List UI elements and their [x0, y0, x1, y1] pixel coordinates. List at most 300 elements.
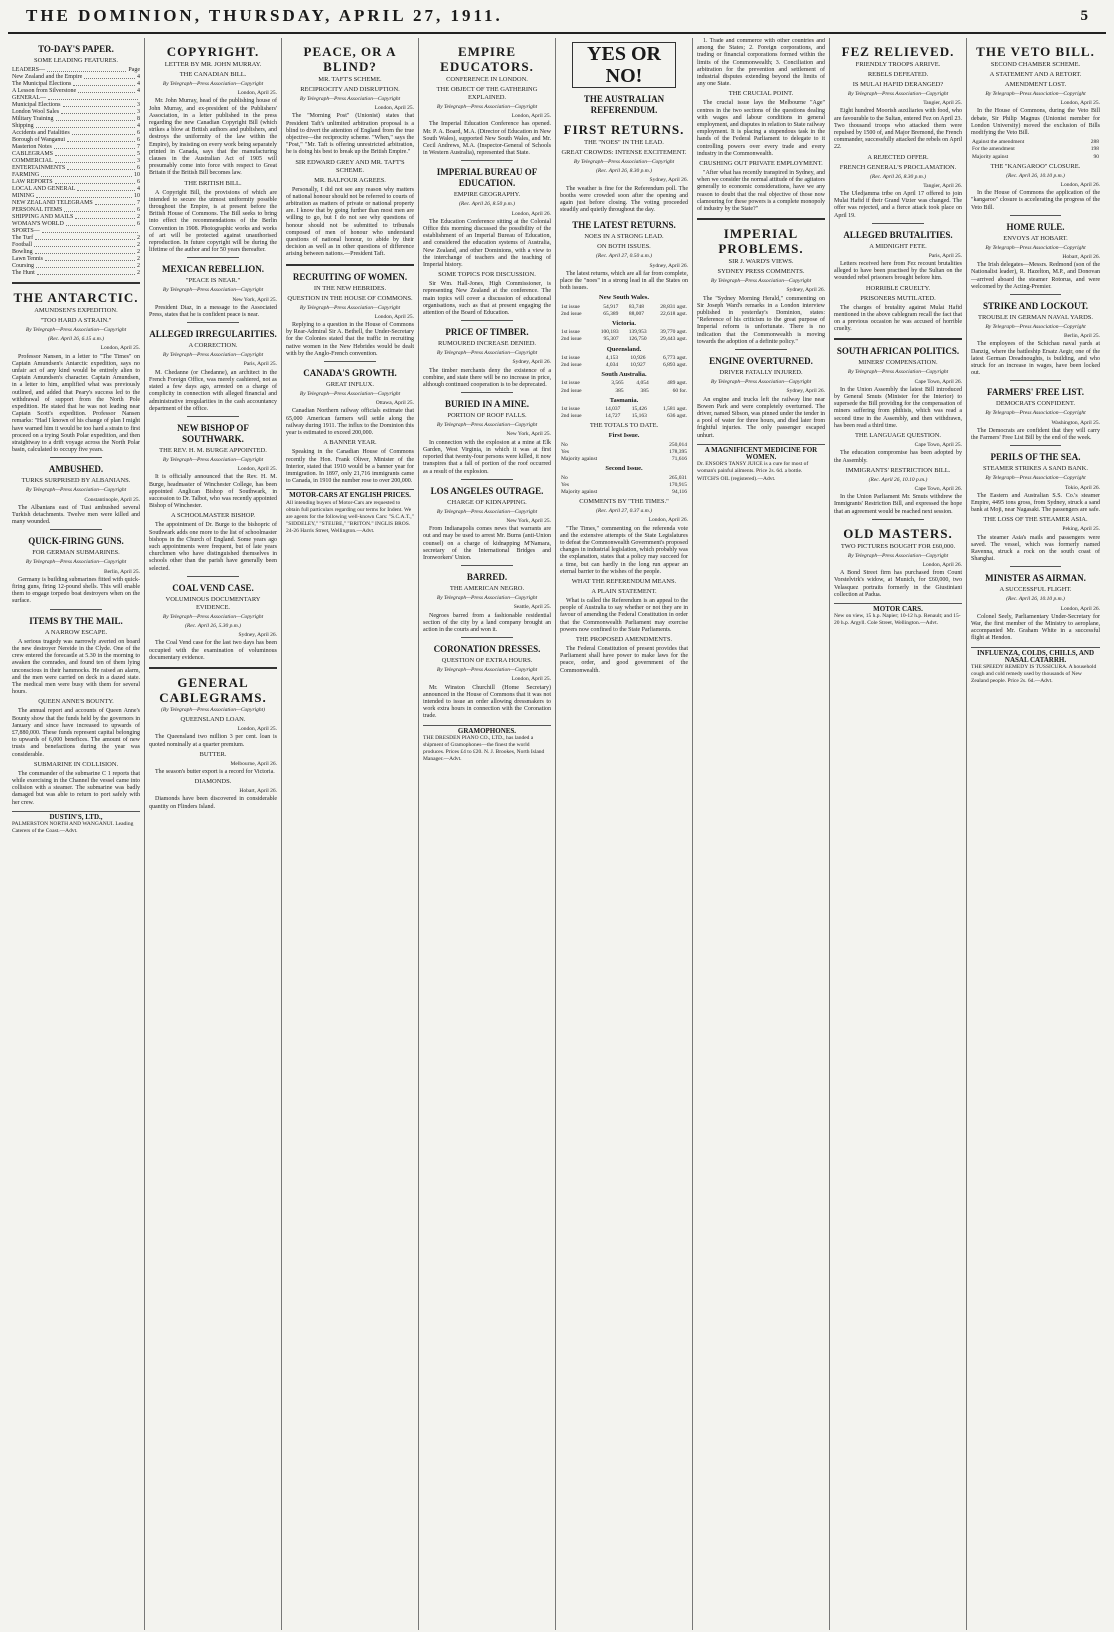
byline: By Telegraph—Press Association—Copyright [436, 667, 538, 674]
received-note: (Rec. April 26, 10.10 p.m.) [868, 476, 928, 483]
row-value: 265,031 [669, 474, 687, 481]
table-row [560, 355, 688, 362]
subheadline: MR. BALFOUR AGREES. [314, 176, 386, 184]
return-cell: 65,389 [603, 310, 619, 317]
contents-label: Accidents and Fatalities [12, 130, 70, 136]
dateline: Paris, April 25. [928, 252, 962, 259]
headline: COAL VEND CASE. [172, 582, 254, 593]
table-row [560, 406, 688, 413]
row-value: 71,616 [671, 456, 687, 463]
byline: By Telegraph—Press Association—Copyright [25, 559, 127, 566]
byline: By Telegraph—Press Association—Copyright [162, 81, 264, 87]
table-row [971, 154, 1100, 161]
contents-page: 6 [137, 221, 140, 227]
article-text: The charges of brutality against Mulai Hafid mentioned in the above cablegram recall the fact that on a previous occasion he was accused of horrible cruelty. [834, 304, 962, 333]
subheadline: LETTER BY MR. JOHN MURRAY. [164, 61, 262, 68]
article-text: The Queensland two million 3 per cent. loan is quoted nominally at a quarter premium. [149, 734, 277, 748]
dateline: London, April 25. [511, 676, 551, 683]
article-text: The annual report and accounts of Queen Anne's Bounty show that the funds held by the governors in January and since have increased to upwards of £7,880,000. These funds represent capital belonging to upwards of 6,000 benefices. The amount of new trusts and benefactions during the year was considerable. [12, 708, 140, 758]
article-text: A Copyright Bill, the provisions of which are intended to secure the utmost uniformity possible throughout the Empire, is at present before the British House of Commons. The Bill seeks to bring into effect the recommendations of the Berlin Convention in 1908. Photographic works and works of art will be protected against unauthorised reproduction. In future copyright will be during the lifetime of the author and for 50 years thereafter. [149, 189, 277, 254]
row-label: For the amendment [972, 146, 1015, 153]
contents-item [12, 256, 140, 263]
table-row [560, 304, 688, 311]
contents-label: PERSONAL ITEMS [12, 207, 63, 213]
subheadline: VOLUMINOUS DOCUMENTARY EVIDENCE. [165, 595, 261, 611]
row-value: 170,915 [669, 481, 687, 488]
contents-label: Lawn Tennis [12, 256, 43, 262]
article-text: Replying to a question in the House of Commons by Rear-Admiral Sir A. Bethell, the Under-Secretary for the Colonies stated that the traffic in recruiting native women in the New Hebrides would be dealt with by the Anglo-French convention. [286, 322, 414, 357]
row-label: Majority against [972, 153, 1009, 160]
article-text: 1. Trade and commerce with other countries and among the States; 2. Foreign corporations, and trading or financial corporations formed within the limits of the Commonwealth; 3. Conciliation and arbitration for the prevention and settlement of industrial disputes extending beyond the limits of any one State. [697, 38, 825, 88]
headline: PERILS OF THE SEA. [990, 452, 1081, 463]
received-note: (Rec. April 27, 0.37 a.m.) [596, 508, 652, 515]
contents-page: 3 [137, 102, 140, 108]
article-text: Negroes barred from a fashionable residential section of the city by a land company brought an action in the courts and won it. [423, 612, 551, 633]
columns [8, 38, 1106, 1630]
subheadline: QUESTION IN THE HOUSE OF COMMONS. [287, 294, 413, 302]
table-row [560, 329, 688, 336]
dateline: Berlin, April 25. [1063, 333, 1100, 340]
article-text: The education compromise has been adopted by the Assembly. [834, 450, 962, 464]
row-label: No [561, 441, 568, 448]
return-cell: 10,926 [630, 354, 646, 361]
totals-second-issue [560, 475, 688, 497]
masthead-title: THE DOMINION, THURSDAY, APRIL 27, 1911. [26, 6, 503, 25]
headline: CORONATION DRESSES. [433, 644, 541, 655]
received-note: (Rec. April 26, 8.30 p.m.) [870, 173, 926, 180]
contents-page: 6 [137, 130, 140, 136]
subheadline: TURKS SURPRISED BY ALBANIANS. [21, 477, 131, 485]
return-cell: 88,007 [628, 310, 644, 317]
row-value: 178,395 [669, 448, 687, 455]
return-cell: 2nd issue [561, 310, 582, 317]
ad-heading: A MAGNIFICENT MEDICINE FOR WOMEN. [704, 445, 818, 461]
dateline: Cape Town, April 26. [914, 378, 962, 385]
banner-headline: YES OR NO! [572, 42, 676, 88]
subheadline: SECOND CHAMBER SCHEME. [990, 61, 1081, 68]
subheadline: THE LOSS OF THE STEAMER ASIA. [983, 516, 1088, 524]
contents-page: 2 [137, 242, 140, 248]
contents-page: 8 [137, 116, 140, 122]
contents-page: 2 [137, 263, 140, 269]
headline: GENERAL CABLEGRAMS. [159, 674, 267, 705]
subheadline: DRIVER FATALLY INJURED. [719, 369, 803, 377]
contents-page: 2 [137, 270, 140, 276]
contents-page: 5 [137, 151, 140, 157]
advertisement [286, 489, 414, 535]
dateline: Washington, April 25. [1051, 419, 1100, 426]
totals-heading: THE TOTALS TO DATE. [589, 422, 659, 430]
article-text: In the Union Parliament Mr. Smuts withdrew the Immigrants' Restriction Bill, and expressed the hope that an agreement would be reached next session. [834, 494, 962, 515]
byline: By Telegraph—Press Association—Copyright [847, 552, 949, 559]
received-note: (Rec. April 27, 0.50 a.m.) [596, 253, 652, 260]
byline: By Telegraph—Press Association—Copyright [162, 352, 264, 359]
row-label: Majority against [561, 456, 598, 463]
subheadline: CHARGE OF KIDNAPPING. [447, 498, 527, 506]
subheadline: CONFERENCE IN LONDON. [446, 76, 528, 83]
contents-label: London Wool Sales [12, 109, 60, 115]
return-cell: 22,618 agst. [660, 310, 687, 317]
received-note: (Rec. April 26, 8.30 p.m.) [596, 168, 652, 175]
article-text: The Imperial Education Conference has opened. Mr. P. A. Board, M.A. (Director of Education in New South Wales), supported New South Wales, and Mr. Cecil Andrews, M.A. (Inspector-General of Schools in Western Australia), represented that State. [423, 121, 551, 157]
subheadline: SIR J. WARD'S VIEWS. [728, 258, 794, 266]
contents-page: 2 [137, 214, 140, 220]
row-value: 90 [1093, 153, 1099, 160]
dateline: Sydney, April 26. [649, 262, 688, 269]
subheadline: IN THE NEW HEBRIDES. [313, 284, 387, 292]
article-text: "The Times," commenting on the referenda vote and the extensive attempts of the State Legislatures to defeat the Commonwealth Government's proposed changes in industrial legislation, which probably was the explanation, states that a policy may succeed for a time, but can hardly in the long run appear an eternal barrier to the wishes of the people. [560, 525, 688, 575]
table-row [560, 442, 688, 449]
article-text: The weather is fine for the Referendum poll. The booths were crowded soon after the opening and again just before closing. The voting proceeded steadily and quietly throughout the day. [560, 185, 688, 214]
dateline: Constantinople, April 25. [84, 496, 140, 503]
ad-heading: INFLUENZA, COLDS, CHILLS, AND NASAL CATARRH. [976, 648, 1095, 664]
subheadline: COMMENTS BY "THE TIMES." [579, 498, 669, 506]
contents-item [12, 158, 140, 165]
row-value: 198 [1090, 146, 1099, 153]
subheadline: SIR EDWARD GREY AND MR. TAFT'S SCHEME. [295, 158, 405, 174]
table-row [971, 146, 1100, 153]
row-label: Yes [561, 448, 570, 455]
contents-item [12, 200, 140, 207]
contents-page: 6 [137, 137, 140, 143]
article-text: It is officially announced that the Rev. H. M. Burge, headmaster of Winchester College, has been appointed Anglican Bishop of Southwark, in succession to Dr. Talbot, who was recently appointed Bishop of Winchester. [149, 474, 277, 510]
contents-page: 4 [137, 88, 140, 94]
byline: By Telegraph—Press Association—Copyright [162, 287, 264, 294]
headline: IMPERIAL PROBLEMS. [718, 226, 804, 257]
return-cell: 385 [615, 387, 624, 394]
byline: By Telegraph—Press Association—Copyright [985, 244, 1086, 251]
contents-page: 3 [137, 158, 140, 164]
subheadline: DIAMONDS. [194, 778, 232, 786]
contents-item [12, 214, 140, 221]
dateline: Tangier, April 26. [923, 182, 962, 189]
subheadline: QUEENSLAND LOAN. [180, 716, 246, 724]
article-text: The employees of the Schichau naval yards at Danzig, where the battleship Ersatz Aegir, one of the latest German Dreadnoughts, is building, and who struck for an increase in wages, have been locked out. [971, 341, 1100, 377]
contents-item [12, 95, 140, 102]
contents-page: 10 [134, 172, 140, 178]
subheadline: A MIDNIGHT FETE. [869, 242, 927, 250]
issue-heading: First Issue. [608, 432, 640, 440]
contents-item [12, 221, 140, 228]
byline: By Telegraph—Press Association—Copyright [710, 278, 812, 285]
contents-item [12, 270, 140, 277]
article-text: From Indianapolis comes news that warrants are out and may be used to arrest Mr. Burns (anti-Union counsel) on a charge of kidnapping M'Namara, secretary of the International Bridges and Ironworkers' Union. [423, 526, 551, 561]
headline: HOME RULE. [1006, 221, 1065, 232]
article-text: The Irish delegates—Messrs. Redmond (son of the Nationalist leader), R. Hazelton, M.P., and Donovan—arrived aboard the steamer Rotorua, and were welcomed by the Acting-Premier. [971, 262, 1100, 290]
headline: NEW BISHOP OF SOUTHWARK. [177, 422, 249, 444]
article-text: Professor Nansen, in a letter to "The Times" on Captain Amundsen's Antarctic expedition, says no unfair act of any kind would be entirely alien to Captain Amundsen's character. Captain Amundsen, in a letter to him, amplified what was previously outlined, and added that Peary's success led to the withdrawal of support from the North Pole expedition. He stated that he was not leading near Captain Scott's expedition. Professor Nansen remarks: "Had I known of his change of plan I might have warned him it would be too hard a strain to first proceed on a trying South Polar expedition, and then straightway to a drift voyage across the North Polar basin, calculated to occupy five years. [12, 353, 140, 454]
contents-page: 4 [137, 81, 140, 87]
headline: ALLEGED BRUTALITIES. [843, 229, 953, 240]
contents-label: ENTERTAINMENTS [12, 165, 66, 171]
headline: MEXICAN REBELLION. [161, 264, 264, 275]
headline: PEACE, OR A BLIND? [303, 44, 397, 74]
subheadline: QUESTION OF EXTRA HOURS. [441, 657, 533, 665]
contents-item [12, 242, 140, 249]
byline: By Telegraph—Press Association—Copyright [299, 96, 401, 102]
article-text: Eight hundred Moorish auxiliaries with food, who are favourable to the Sultan, entered Fez on April 23. Two thousand troops who attacked them were repulsed by 1500 of, and Major Bremond, the French commander, successfully attacked the rebels on April 22. [834, 108, 962, 151]
headline: ENGINE OVERTURNED. [709, 356, 813, 367]
return-cell: 4,034 [605, 362, 619, 369]
advertisement [423, 725, 551, 764]
ad-text: All intending buyers of Motor-Cars are requested to obtain full particulars regarding our terms for Indent. We are agents for the following well-known Cars: "S.C.A.T.," "SIDDELEY," "STEUBE," "BRITON." INGLIS BROS. 24-26 Harris Street, Wellington.—Advt. [286, 499, 414, 535]
row-label: Yes [561, 481, 570, 488]
todays-paper-sub: SOME LEADING FEATURES. [34, 57, 118, 64]
subheadline: RECIPROCITY AND DISRUPTION. [300, 86, 400, 93]
contents-item [12, 186, 140, 193]
headline: IMPERIAL BUREAU OF EDUCATION. [436, 167, 538, 189]
ad-text: New on view, 15 h.p. Napier; 10-12 h.p. Renault; and 15-20 h.p. Argyll. Cole Street, Wellington.—Advt. [834, 613, 961, 627]
subheadline: IS MULAI HAFID DERANGED? [852, 81, 944, 88]
row-label: Majority against [561, 488, 598, 495]
headline: STRIKE AND LOCKOUT. [982, 301, 1089, 312]
subheadline: AMUNDSEN'S EXPEDITION. [34, 307, 118, 314]
contents-label: Football [12, 242, 33, 248]
subheadline: THE PROPOSED AMENDMENTS. [575, 635, 673, 643]
subheadline: GREAT INFLUX. [326, 381, 374, 389]
contents-item [12, 235, 140, 242]
contents-page: 6 [137, 179, 140, 185]
subheadline: A SCHOOLMASTER BISHOP. [171, 512, 255, 520]
article-text: Canadian Northern railway officials estimate that 65,000 American farmers will settle along the railway during 1911. The influx to the Dominion this year is estimated to exceed 200,000. [286, 408, 414, 437]
byline: By Telegraph—Press Association—Copyright [436, 350, 538, 357]
article-text: In the House of Commons the application of the "kangaroo" closure is accelerating the progress of the Veto Bill. [971, 190, 1100, 211]
byline: By Telegraph—Press Association—Copyright [985, 324, 1086, 331]
headline: CANADA'S GROWTH. [303, 368, 397, 379]
contents-item [12, 109, 140, 116]
dateline: London, April 25. [374, 105, 414, 112]
byline: By Telegraph—Press Association—Copyright [299, 391, 401, 398]
subheadline: A PLAIN STATEMENT. [591, 587, 657, 595]
dateline: London, April 26. [1060, 605, 1100, 612]
received-note: (Rec. April 26, 10.10 p.m.) [1006, 172, 1065, 179]
headline: ITEMS BY THE MAIL. [29, 615, 123, 626]
dateline: Tokio, April 26. [1064, 484, 1100, 491]
article-text: An engine and trucks left the railway line near Bowen Park and were completely overturned. The driver, named Sibson, was pinned under the tender in a pool of water for three hours, and died later from frightful injuries. The only passenger escaped unhurt. [697, 396, 825, 439]
byline: By Telegraph—Press Association—Copyright [985, 91, 1086, 97]
ad-text: THE DRESDEN PIANO CO., LTD., has landed a shipment of Gramophones—the finest the world produces. Prices £4 to £20. N. J. Brookes, North Island Manager.—Advt. [423, 734, 545, 763]
subheadline: FRENCH GENERAL'S PROCLAMATION. [839, 163, 957, 171]
state-heading: Tasmania. [609, 396, 639, 404]
contents-item [12, 263, 140, 270]
column-5 [556, 38, 693, 1630]
headline: THE ANTARCTIC. [13, 290, 139, 305]
subheadline: FRIENDLY TROOPS ARRIVE. [855, 61, 941, 68]
received-note: (Rec. April 26, 10.10 p.m.) [1006, 596, 1065, 603]
contents-label: The Hunt [12, 270, 35, 276]
ad-heading: DUSTIN'S, LTD., [49, 812, 103, 821]
article-text: The timber merchants deny the existence of a combine, and state there will be no increase in price, although continued cooperation is to be deprecated. [423, 367, 551, 389]
byline: By Telegraph—Press Association—Copyright [573, 159, 675, 165]
return-cell: 6,893 agst. [663, 362, 687, 369]
contents-label: Military Training [12, 116, 54, 122]
subheadline: STEAMER STRIKES A SAND BANK. [983, 465, 1088, 473]
byline: By Telegraph—Press Association—Copyright [162, 456, 264, 463]
return-cell: 15,163 [631, 413, 647, 420]
table-row [560, 456, 688, 463]
row-value: 94,116 [672, 488, 687, 495]
dateline: Cape Town, April 25. [914, 442, 962, 449]
article-text: Letters received here from Fez recount brutalities alleged to have been practised by the Sultan on the wounded rebel prisoners brought before him. [834, 261, 962, 282]
return-cell: 1st issue [561, 406, 580, 413]
dateline: Paris, April 25. [243, 361, 277, 368]
contents-label: NEW ZEALAND TELEGRAMS [12, 200, 93, 206]
subheadline: FOR GERMAN SUBMARINES. [32, 549, 120, 557]
article-text: The Education Conference sitting at the Colonial Office this morning discussed the possibility of the establishment of an Imperial Bureau of Education, and considered the education systems of Australia, New Zealand, and other Dominions, with a view to the interchange of teachers and the teaching of Imperial history. [423, 218, 551, 269]
dateline: Seattle, April 25. [513, 604, 551, 611]
return-cell: 2nd issue [561, 336, 582, 343]
article-text: The "Sydney Morning Herald," commenting on Sir Joseph Ward's remarks in a London interview published in yesterday's Dominion, states: "Reference of his criticism to the great purpose of Imperial reform is unfortunate. There is no indication that the Commonwealth is moving towards the adoption of a definite policy." [697, 295, 825, 345]
article-text: Mr. John Murray, head of the publishing house of John Murray, and ex-president of the Publishers' Association, in a letter published in the press regarding the new Canadian Copyright Bill (which strikes a blow at British authors and publishers, and destroys the uniformity of the law within the Empire), by insisting on every work being separately printed in Canada, says that the manufacturing clauses in the Australian Act of 1905 will presumably come into force with respect to Great Britain if the British Bill becomes law. [149, 98, 277, 177]
return-cell: 385 [640, 387, 649, 394]
headline: PRICE OF TIMBER. [445, 327, 529, 338]
subheadline: A SUCCESSFUL FLIGHT. [999, 586, 1072, 594]
contents-item [12, 207, 140, 214]
return-cell: 2nd issue [561, 362, 582, 369]
row-value: 288 [1090, 139, 1099, 146]
issue-heading: Second Issue. [605, 465, 643, 473]
contents-item [12, 193, 140, 200]
article-text: A Bond Street firm has purchased from Count Vorstelvirk's widow, at Munich, for £60,000, two Velasquez portraits formerly in the Giustiniani collection at Padua. [834, 570, 962, 598]
dateline: London, April 26. [1060, 182, 1100, 189]
subheadline: THE CRUCIAL POINT. [728, 90, 794, 98]
subheadline: THE OBJECT OF THE GATHERING EXPLAINED. [436, 86, 538, 101]
return-cell: 28,831 agst. [660, 303, 687, 310]
dateline: Cape Town, April 26. [914, 485, 962, 492]
contents-item [12, 116, 140, 123]
contents-item [12, 88, 140, 95]
table-row [560, 311, 688, 318]
byline: By Telegraph—Press Association—Copyright [985, 410, 1086, 417]
dateline: Sydney, April 26. [512, 359, 551, 366]
return-cell: 14,727 [605, 413, 621, 420]
return-cell: 1st issue [561, 329, 580, 336]
article-text: Speaking in the Canadian House of Commons recently the Hon. Frank Oliver, Minister of the Interior, stated that 1910 would be a banner year for immigration. In 1897, only 21,716 immigrants came to Canada, in 1910 the number rose to over 200,000. [286, 449, 414, 485]
contents-list [12, 67, 140, 277]
byline: By Telegraph—Press Association—Copyright [436, 422, 538, 429]
contents-page: 2 [137, 235, 140, 241]
article-text: In the House of Commons, during the Veto Bill debate, Sir Philip Magnus (Unionist member for London University) moved the exclusion of Bills modifying the Veto Bill. [971, 108, 1100, 137]
headline: ALLEGED IRREGULARITIES. [149, 329, 277, 340]
ad-text: Dr. ENSOR'S TANSY JUICE is a cure for most of woman's painful ailments. Price 2s. 6d. a bottle. WITCH'S OIL (registered).—Advt. [697, 461, 809, 482]
article-text: The "Morning Post" (Unionist) states that President Taft's unlimited arbitration proposal is a blind to divert the attention of England from the true objective—the reciprocity scheme. "When," says the "Post," "Mr. Taft is offering unrestricted arbitration, he is doing his best to break up the British Empire." [286, 113, 414, 156]
subheadline: A BANNER YEAR. [323, 439, 377, 447]
article-text: The Eastern and Australian S.S. Co.'s steamer Empire, 4495 tons gross, from Sydney, struck a sand bank at Moji, near Nagasaki. The passengers are safe. [971, 492, 1101, 514]
subheadline: QUEEN ANNE'S BOUNTY. [38, 698, 114, 706]
dateline: London, April 25. [237, 466, 277, 473]
contents-label: GENERAL— [12, 95, 46, 101]
article-text: Personally, I did not see any reason why matters of national honour should not be referred to courts of arbitration as matters of private or national property are. I know that by going further than most men are willing to go, but I do not see why questions of honour should not be submitted to tribunals composed of men of honour who understand questions of national honour, to abide by their decision as well as in other questions of difference arising between nations.—President Taft. [286, 186, 414, 258]
subheadline: IMMIGRANTS' RESTRICTION BILL. [845, 466, 951, 474]
headline: THE AUSTRALIAN REFERENDUM. [583, 94, 665, 115]
contents-page: 10 [134, 193, 140, 199]
contents-item [12, 74, 140, 81]
state-returns-table [560, 304, 688, 318]
table-row [560, 489, 688, 496]
state-returns-table [560, 329, 688, 343]
subheadline: THE CANADIAN BILL. [179, 71, 247, 78]
contents-label: Bowling [12, 249, 33, 255]
dateline: London, April 25. [237, 90, 277, 97]
byline: By Telegraph—Press Association—Copyright [25, 487, 127, 494]
article-text: The Albanians east of Tusi ambushed several Turkish detachments. Twelve men were killed and many wounded. [12, 504, 140, 526]
contents-page: 2 [137, 249, 140, 255]
referendum-returns [560, 294, 688, 420]
contents-item [12, 81, 140, 88]
contents-item [12, 151, 140, 158]
table-row [971, 139, 1100, 146]
contents-label: SPORTS— [12, 228, 40, 234]
advertisement [697, 444, 825, 483]
return-cell: 14,037 [605, 406, 621, 413]
headline: THE VETO BILL. [976, 44, 1095, 59]
contents-label: LEADERS— [12, 67, 45, 73]
return-cell: 83,748 [628, 303, 644, 310]
contents-label: A Lesson from Silverstone [12, 88, 77, 94]
headline: AMBUSHED. [48, 464, 104, 475]
row-value: 250,014 [669, 441, 687, 448]
state-heading: Queensland. [606, 345, 642, 353]
subheadline: THE REV. H. M. BURGE APPOINTED. [159, 446, 267, 454]
headline: LOS ANGELES OUTRAGE. [430, 485, 544, 496]
article-text: The Uledjamma tribe on April 17 offered to join Mulai Hafid if their Grand Vizier was changed. The offer was rejected, and a fierce attack took place on April 19. [834, 191, 962, 219]
dateline: London, April 26. [511, 210, 551, 217]
byline: By Telegraph—Press Association—Copyright [25, 327, 127, 333]
subheadline: MINERS' COMPENSATION. [858, 359, 938, 367]
headline: QUICK-FIRING GUNS. [28, 536, 124, 547]
dateline: London, April 26. [922, 561, 962, 568]
return-cell: 636 agst. [667, 413, 687, 420]
article-text: Colonel Seely, Parliamentary Under-Secretary for War, the first member of the Ministry to aeroplane, accompanied Mr. Graham White in a successful flight at Hendon. [971, 613, 1100, 642]
subheadline: THE BRITISH BILL. [184, 179, 242, 187]
return-cell: 1st issue [561, 303, 580, 310]
state-returns-table [560, 380, 688, 394]
contents-item [12, 137, 140, 144]
subheadline: MR. TAFT'S SCHEME. [318, 76, 382, 83]
article-text: Diamonds have been discovered in considerable quantity on Flinders Island. [149, 796, 277, 810]
table-row [560, 362, 688, 369]
subheadline: SOME TOPICS FOR DISCUSSION. [438, 271, 536, 279]
subheadline: NOES IN A STRONG LEAD. [584, 233, 664, 241]
contents-page: 4 [137, 123, 140, 129]
contents-item [12, 102, 140, 109]
ad-heading: MOTOR-CARS AT ENGLISH PRICES. [289, 491, 411, 500]
byline: By Telegraph—Press Association—Copyright [985, 475, 1086, 482]
column-2 [145, 38, 282, 1630]
ad-heading: MOTOR CARS. [873, 604, 923, 613]
contents-item [12, 165, 140, 172]
byline: By Telegraph—Press Association—Copyright [299, 304, 401, 311]
return-cell: 95,307 [603, 336, 619, 343]
return-cell: 2nd issue [561, 387, 582, 394]
row-label: No [561, 474, 568, 481]
headline: COPYRIGHT. [166, 44, 260, 59]
subheadline: A STATEMENT AND A RETORT. [989, 71, 1082, 78]
return-cell: 54,917 [603, 303, 619, 310]
article-text: The latest returns, which are all far from complete, place the "noes" in a strong lead in all the States on both issues. [560, 270, 688, 292]
headline: MINISTER AS AIRMAN. [985, 573, 1086, 584]
return-cell: 1st issue [561, 380, 580, 387]
article-text: "After what has recently transpired in Sydney, and when we consider the normal attitude of the agitators generally to economic considerations, have we any reason to doubt that the real objective of those now clamouring for these powers is a complete monopoly of industry by the State?" [697, 170, 825, 213]
dateline: London, April 25. [237, 726, 277, 733]
byline: (By Telegraph—Press Association—Copyright) [161, 706, 265, 713]
subheadline: A REJECTED OFFER. [867, 153, 929, 161]
headline: BURIED IN A MINE. [444, 399, 529, 410]
dateline: Sydney, April 26. [649, 177, 688, 184]
subheadline: EMPIRE GEOGRAPHY. [453, 191, 521, 199]
return-cell: 1,581 agst. [663, 406, 687, 413]
contents-item [12, 172, 140, 179]
